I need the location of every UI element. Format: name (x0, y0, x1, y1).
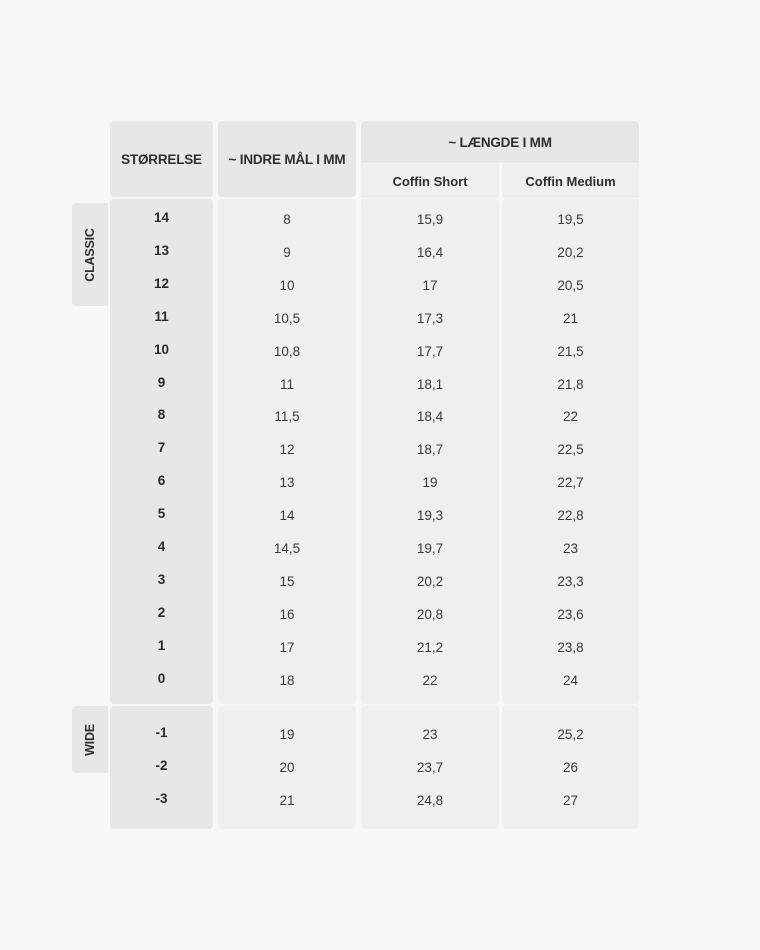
size-cell: 2 (157, 604, 166, 620)
inner-measure-cell: 11 (279, 376, 294, 392)
coffin-medium-cell: 24 (562, 672, 579, 688)
coffin-short-cell: 18,1 (416, 376, 444, 392)
size-cell: 7 (157, 440, 166, 456)
coffin-short-cell: 16,4 (416, 244, 444, 260)
inner-measure-column-header: ~ INDRE MÅL I MM (218, 121, 356, 197)
coffin-short-cell: 20,8 (416, 606, 444, 622)
coffin-short-cell: 17,7 (416, 343, 444, 359)
coffin-short-cell: 19 (422, 475, 438, 491)
coffin-medium-cell: 23,8 (557, 639, 584, 655)
coffin-short-cell: 18,4 (416, 409, 444, 425)
coffin-medium-cell: 20,5 (557, 277, 584, 293)
size-cell: 11 (154, 308, 169, 324)
coffin-short-cell: 18,7 (416, 442, 444, 458)
coffin-medium-cell: 22,8 (557, 508, 584, 524)
size-cell: 14 (153, 210, 170, 225)
coffin-short-cell: 24,8 (416, 793, 444, 809)
coffin-medium-cell: 25,2 (557, 727, 584, 742)
size-cell: 9 (157, 374, 166, 390)
inner-measure-cell: 15 (279, 573, 295, 589)
inner-measure-cell: 16 (279, 606, 295, 622)
coffin-medium-cell: 21 (562, 310, 579, 326)
inner-measure-cell: 21 (279, 793, 295, 809)
coffin-short-cell: 22 (422, 672, 438, 688)
inner-measure-cell: 18 (279, 672, 295, 688)
coffin-short-cell: 20,2 (416, 573, 444, 589)
inner-measure-cell: 10,8 (273, 343, 301, 359)
size-cell: 0 (157, 670, 166, 686)
coffin-medium-cell: 23,6 (557, 606, 584, 622)
size-cell: 13 (153, 242, 170, 258)
coffin-medium-cell: 20,2 (557, 244, 584, 260)
inner-measure-cell: 14 (279, 508, 295, 524)
inner-measure-cell: 17 (279, 639, 295, 655)
wide-group-tab (72, 706, 108, 773)
coffin-short-subheader: Coffin Short (361, 164, 499, 198)
inner-measure-cell: 12 (279, 442, 295, 458)
coffin-short-cell: 23,7 (416, 760, 444, 776)
inner-measure-cell: 8 (283, 212, 291, 227)
coffin-short-cell: 23 (422, 727, 438, 742)
coffin-medium-subheader: Coffin Medium (502, 164, 639, 198)
size-cell: -2 (155, 758, 168, 774)
coffin-medium-cell: 22 (562, 409, 579, 425)
classic-group-tab (72, 203, 108, 306)
size-cell: 6 (157, 473, 166, 489)
inner-measure-cell: 10,5 (273, 310, 301, 326)
coffin-medium-cell: 21,5 (557, 343, 584, 359)
inner-measure-cell: 9 (283, 244, 291, 260)
inner-measure-cell: 13 (279, 475, 295, 491)
length-column-header: ~ LÆNGDE I MM (361, 121, 639, 163)
inner-measure-cell: 19 (279, 727, 295, 742)
coffin-short-cell: 17,3 (416, 310, 444, 326)
inner-measure-cell: 14,5 (273, 541, 301, 556)
wide-group-label: WIDE (83, 723, 97, 756)
coffin-medium-cell: 22,7 (557, 475, 584, 491)
size-column-header: STØRRELSE (110, 121, 213, 197)
coffin-medium-cell: 22,5 (557, 442, 584, 458)
size-cell: 1 (157, 637, 166, 653)
classic-group-label: CLASSIC (83, 227, 97, 282)
coffin-medium-cell: 21,8 (557, 376, 584, 392)
size-cell: 5 (157, 506, 166, 522)
inner-measure-cell: 20 (279, 760, 295, 776)
inner-measure-cell: 10 (279, 277, 295, 293)
size-cell: 4 (157, 539, 166, 554)
coffin-short-cell: 21,2 (416, 639, 444, 655)
size-cell: -3 (155, 791, 168, 807)
coffin-medium-cell: 27 (562, 793, 579, 809)
coffin-medium-cell: 19,5 (557, 212, 584, 227)
size-cell: 12 (153, 275, 170, 291)
inner-measure-cell: 11,5 (274, 409, 300, 425)
size-cell: 8 (157, 407, 166, 423)
size-cell: 10 (153, 341, 170, 357)
coffin-short-cell: 17 (422, 277, 438, 293)
coffin-medium-cell: 23,3 (557, 573, 584, 589)
coffin-short-cell: 19,7 (416, 541, 444, 556)
size-cell: -1 (155, 725, 168, 740)
coffin-short-cell: 19,3 (416, 508, 444, 524)
coffin-medium-cell: 26 (562, 760, 579, 776)
size-cell: 3 (157, 571, 166, 587)
coffin-medium-cell: 23 (562, 541, 579, 556)
coffin-short-cell: 15,9 (416, 212, 444, 227)
